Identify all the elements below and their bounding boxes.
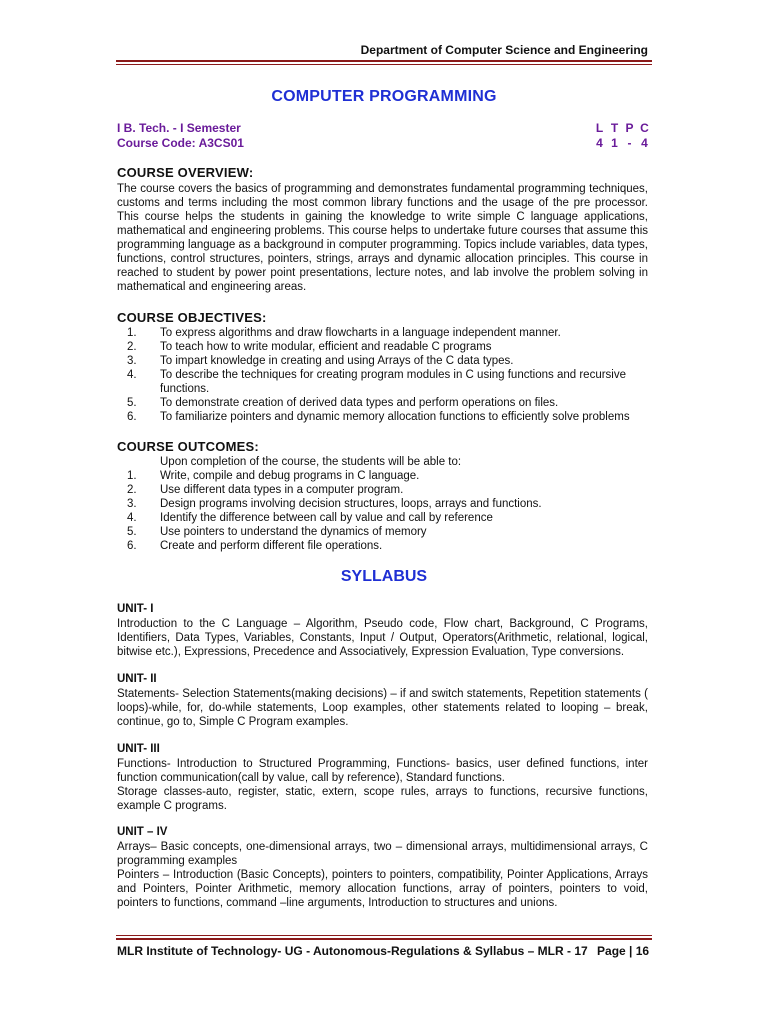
item-number: 6.: [127, 540, 137, 552]
overview-text: The course covers the basics of programming and demonstrates fundamental programming techniques, customs and terms including the most common library functions and the usage of the pre processor. This course helps the students in gaining the knowledge to write simple C language applications, mathematical and engineering problems. This course helps to undertake future courses that assume this programming language as a background in computer programming. Topics include variables, data types, functions, control structures, pointers, strings, arrays and dynamic allocation principles. This course in reached to student by power point presentations, lecture notes, and lab involve the problem solving in mathematical and engineering areas.: [117, 183, 648, 293]
list-item: [117, 354, 657, 368]
list-item: [117, 469, 657, 483]
item-text: Design programs involving decision structures, loops, arrays and functions.: [160, 498, 542, 510]
unit-1-text: Introduction to the C Language – Algorithm, Pseudo code, Flow chart, Background, C Programs, Identifiers, Data Types, Variables, Constants, Input / Output, Operators(Arithmetic, relational, logical, bitwise etc.), Expressions, Precedence and Associatively, Expression Evaluation, Type conversions.: [117, 618, 648, 658]
page-footer: [117, 944, 649, 958]
item-text: Write, compile and debug programs in C language.: [160, 470, 420, 482]
item-text: Use pointers to understand the dynamics of memory: [160, 526, 427, 538]
unit-4-paragraph-2: Pointers – Introduction (Basic Concepts), pointers to pointers, compatibility, Pointer Applications, Arrays and Pointers, Pointer Arithmetic, memory allocation functions, array of pointers, pointers to void, pointers to functions, command –line arguments, Introduction to structures and unions.: [117, 869, 648, 909]
item-number: 3.: [127, 355, 137, 367]
list-item: [117, 525, 657, 539]
course-title: COMPUTER PROGRAMMING: [271, 88, 497, 105]
unit-2-title: UNIT- II: [117, 673, 157, 685]
unit-4-title: UNIT – IV: [117, 826, 168, 838]
item-text: Use different data types in a computer program.: [160, 484, 404, 496]
list-item: [117, 326, 657, 340]
item-text: To familiarize pointers and dynamic memory allocation functions to efficiently solve problems: [160, 411, 630, 423]
item-text: To teach how to write modular, efficient and readable C programs: [160, 341, 492, 353]
item-number: 6.: [127, 411, 137, 423]
unit-3-title: UNIT- III: [117, 743, 160, 755]
item-number: 2.: [127, 341, 137, 353]
item-text: Identify the difference between call by value and call by reference: [160, 512, 493, 524]
unit-4-text: [117, 840, 648, 910]
list-item: [117, 483, 657, 497]
footer-rule-thick: [116, 938, 652, 940]
item-number: 4.: [127, 512, 137, 524]
outcomes-heading: COURSE OUTCOMES:: [117, 439, 259, 454]
item-text: To impart knowledge in creating and using Arrays of the C data types.: [160, 355, 514, 367]
footer-text: MLR Institute of Technology- UG - Autonomous-Regulations & Syllabus – MLR - 17: [117, 944, 588, 958]
unit-4-paragraph-1: Arrays– Basic concepts, one-dimensional arrays, two – dimensional arrays, multidimensional arrays, C programming examples: [117, 841, 648, 867]
item-number: 5.: [127, 526, 137, 538]
department-header: Department of Computer Science and Engineering: [360, 43, 648, 57]
ltpc-value-t: 1: [611, 136, 618, 150]
ltpc-value-p: -: [627, 136, 632, 150]
ltpc-header-c: C: [640, 121, 649, 135]
ltpc-header-t: T: [610, 121, 619, 135]
ltpc-table: [592, 121, 652, 151]
header-rule-thin: [116, 64, 652, 65]
ltpc-value-c: 4: [641, 136, 648, 150]
header-rule-thick: [116, 60, 652, 62]
ltpc-value-row: [592, 136, 652, 151]
item-text: To express algorithms and draw flowcharts in a language independent manner.: [160, 327, 561, 339]
item-text: To describe the techniques for creating program modules in C using functions and recursive functions.: [160, 369, 626, 395]
item-number: 5.: [127, 397, 137, 409]
objectives-list: [117, 326, 657, 424]
outcomes-list: [117, 455, 657, 553]
course-code: Course Code: A3CS01: [117, 136, 244, 150]
item-number: 4.: [127, 369, 137, 381]
course-meta: [117, 121, 244, 151]
syllabus-heading: SYLLABUS: [340, 568, 428, 585]
unit-1-title: UNIT- I: [117, 603, 154, 615]
unit-3-text: [117, 757, 648, 813]
list-item: [117, 539, 657, 553]
list-item: [117, 368, 657, 396]
unit-3-paragraph-2: Storage classes-auto, register, static, extern, scope rules, arrays to functions, recursive functions, example C programs.: [117, 786, 648, 812]
item-number: 1.: [127, 327, 137, 339]
list-item: [117, 410, 657, 424]
footer-rule-thin: [116, 935, 652, 936]
page-number: Page | 16: [597, 944, 650, 958]
item-number: 2.: [127, 484, 137, 496]
item-number: 3.: [127, 498, 137, 510]
ltpc-header-l: L: [595, 121, 604, 135]
item-number: 1.: [127, 470, 137, 482]
list-item: [117, 396, 657, 410]
ltpc-header-row: [592, 121, 652, 136]
outcomes-intro: Upon completion of the course, the students will be able to:: [160, 456, 462, 468]
program-semester: I B. Tech. - I Semester: [117, 121, 241, 135]
list-item: [117, 340, 657, 354]
unit-3-paragraph-1: Functions- Introduction to Structured Programming, Functions- basics, user defined functions, inter function communication(call by value, call by reference), Standard functions.: [117, 758, 648, 784]
item-text: Create and perform different file operations.: [160, 540, 383, 552]
unit-2-text: Statements- Selection Statements(making decisions) – if and switch statements, Repetition statements ( loops)-while, for, do-while statements, Loop examples, other statements related to looping – break, continue, go to, Simple C Program examples.: [117, 688, 648, 728]
item-text: To demonstrate creation of derived data types and perform operations on files.: [160, 397, 559, 409]
objectives-heading: COURSE OBJECTIVES:: [117, 310, 267, 325]
ltpc-header-p: P: [625, 121, 634, 135]
overview-heading: COURSE OVERVIEW:: [117, 165, 254, 180]
list-item: [117, 497, 657, 511]
list-item: [117, 511, 657, 525]
ltpc-value-l: 4: [596, 136, 603, 150]
